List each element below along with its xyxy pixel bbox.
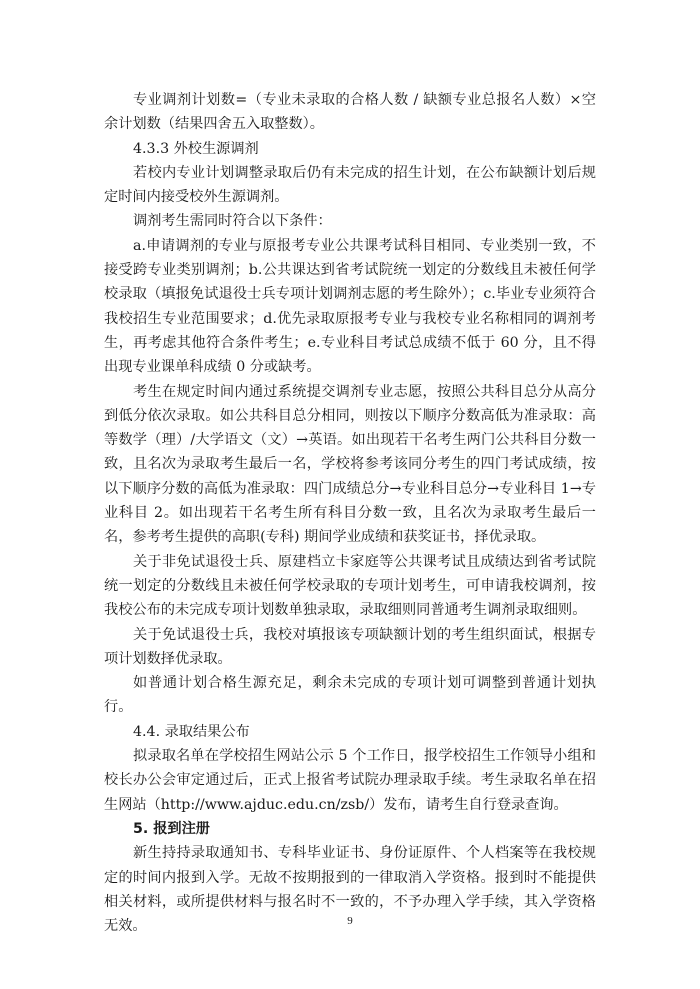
formula-paragraph: 专业调剂计划数=（专业未录取的合格人数 / 缺额专业总报名人数）×空余计划数（结果四舍五入取整数）。 [104, 92, 596, 133]
paragraph: 拟录取名单在学校招生网站公示 5 个工作日，报学校招生工作领导小组和校长办公会审定通过后，正式上报省考试院办理录取手续。考生录取名单在招生网站（http://www.ajduc.edu.cn/zsb/）发布，请考生自行登录查询。 [104, 748, 596, 813]
paragraph: 关于非免试退役士兵、原建档立卡家庭等公共课考试且成绩达到省考试院统一划定的分数线且未被任何学校录取的专项计划考生，可申请我校调剂，按我校公布的未完成专项计划数单独录取，录取细则同普通考生调剂录取细则。 [104, 553, 596, 619]
section-heading-4-4: 4.4. 录取结果公布 [133, 723, 250, 740]
paragraph: 调剂考生需同时符合以下条件： [133, 213, 332, 230]
paragraph: 如普通计划合格生源充足，剩余未完成的专项计划可调整到普通计划执行。 [104, 675, 596, 716]
paragraph: 考生在规定时间内通过系统提交调剂专业志愿，按照公共科目总分从高分到低分依次录取。如公共科目总分相同，则按以下顺序分数高低为准录取：高等数学（理）/大学语文（文）→英语。如出现若干名考生两门公共科目分数一致，且名次为录取考生最后一名，学校将参考该同分考生的四门考试成绩，按以下顺序分数的高低为准录取：四门成绩总分→专业科目总分→专业科目 1→专业科目 2。如出现若干名考生所有科目分数一致，且名次为录取考生最后一名，参考考生提供的高职(专科) 期间学业成绩和获奖证书，择优录取。 [104, 383, 596, 546]
section-heading-4-3-3: 4.3.3 外校生源调剂 [133, 140, 259, 157]
conditions-paragraph: a.申请调剂的专业与原报考专业公共课考试科目相同、专业类别一致，不接受跨专业类别调剂；b.公共课达到省考试院统一划定的分数线且未被任何学校录取（填报免试退役士兵专项计划调剂志愿的考生除外）；c.毕业专业须符合我校招生专业范围要求；d.优先录取原报考专业与我校专业名称相同的调剂考生，再考虑其他符合条件考生；e.专业科目考试总成绩不低于 60 分，且不得出现专业课单科成绩 0 分或缺考。 [104, 237, 596, 376]
paragraph: 若校内专业计划调整录取后仍有未完成的招生计划，在公布缺额计划后规定时间内接受校外生源调剂。 [104, 164, 596, 206]
document-body [104, 88, 596, 938]
section-heading-5: 5. 报到注册 [133, 820, 210, 837]
paragraph: 新生持持录取通知书、专科毕业证书、身份证原件、个人档案等在我校规定的时间内报到入学。无故不按期报到的一律取消入学资格。报到时不能提供相关材料，或所提供材料与报名时不一致的，不予办理入学手续，其入学资格无效。 [104, 845, 596, 935]
page-number: 9 [347, 915, 353, 927]
paragraph: 关于免试退役士兵，我校对填报该专项缺额计划的考生组织面试，根据专项计划数择优录取。 [104, 626, 596, 667]
